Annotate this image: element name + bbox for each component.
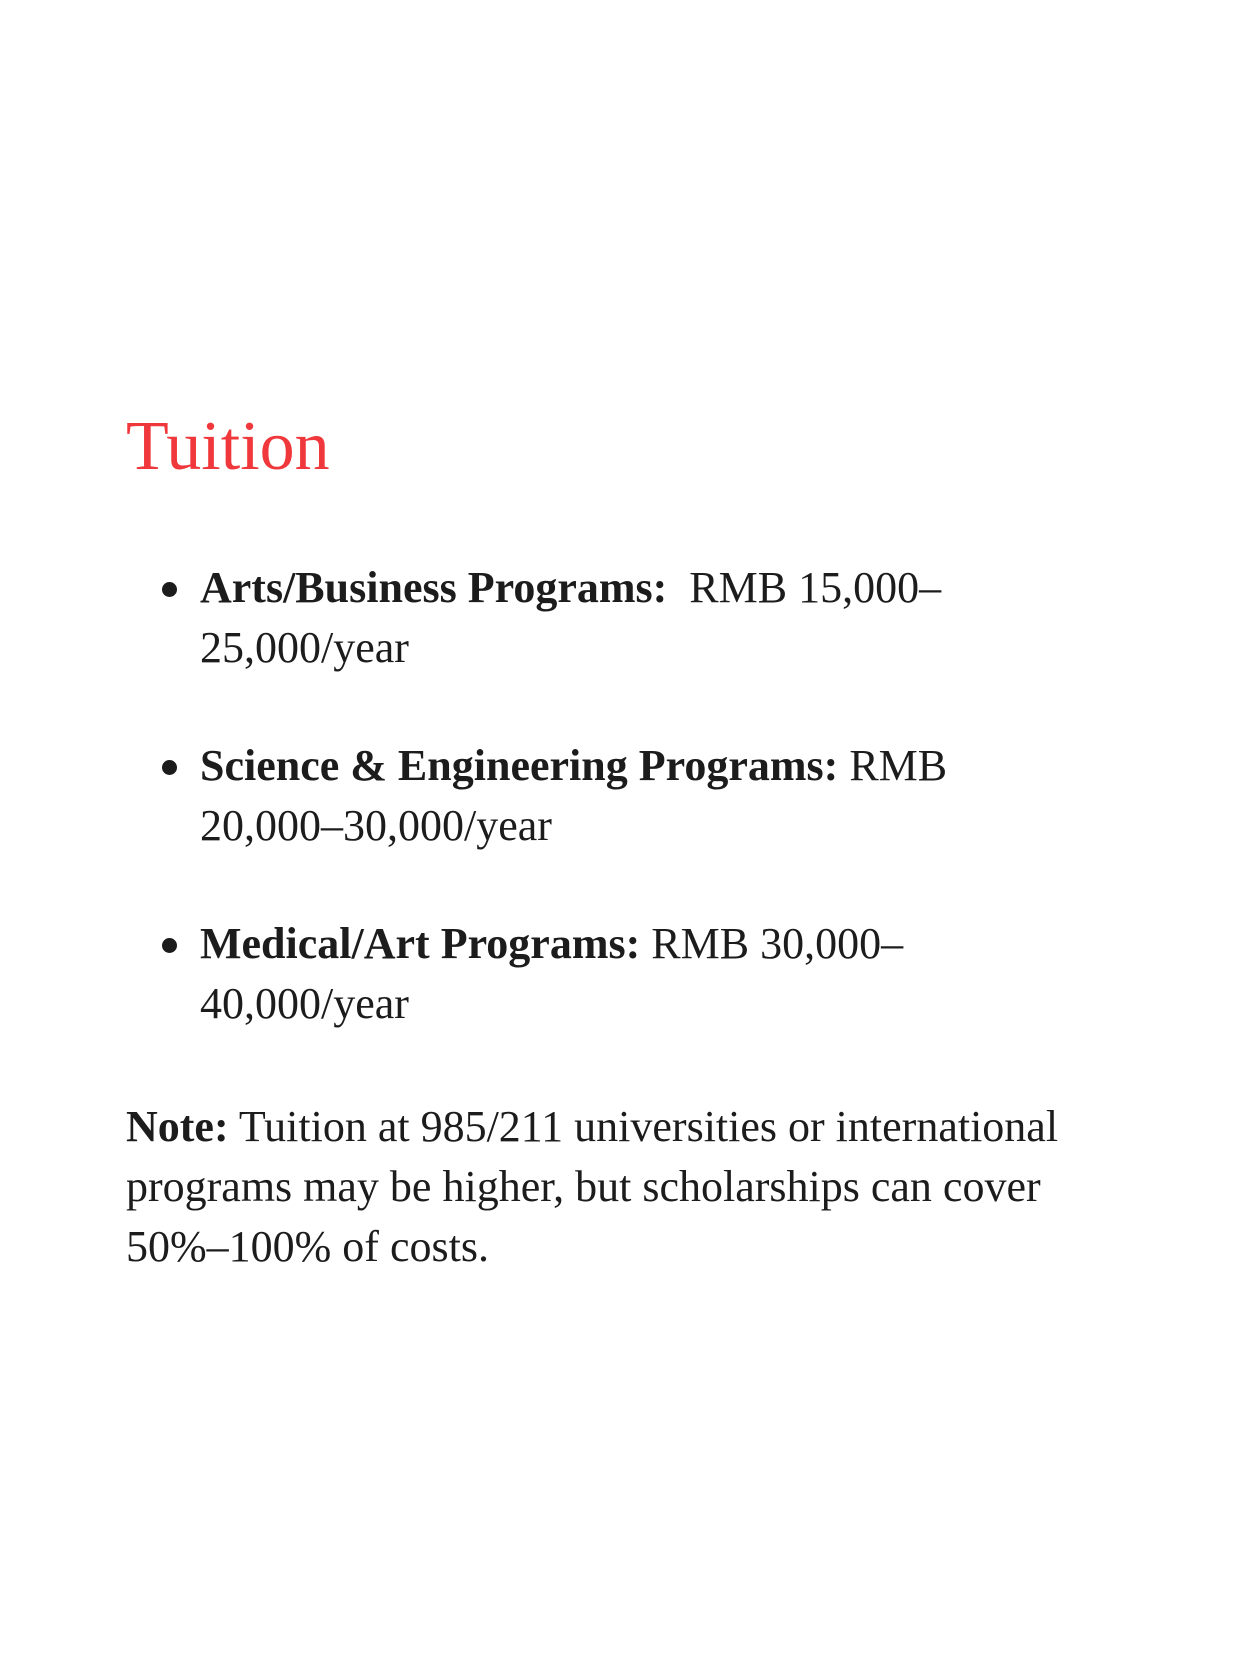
item-value: RMB 20,000–30,000/year [200, 741, 948, 850]
item-label: Medical/Art Programs: [200, 919, 641, 968]
tuition-list [126, 558, 1066, 1092]
bullet-icon [162, 760, 177, 775]
page-title: Tuition [126, 408, 330, 485]
note-label: Note: [126, 1102, 229, 1151]
item-value: RMB 30,000–40,000/year [200, 919, 904, 1028]
item-label: Arts/Business Programs: [200, 563, 668, 612]
bullet-icon [162, 582, 177, 597]
bullet-icon [162, 938, 177, 953]
list-item [126, 558, 1066, 678]
item-label: Science & Engineering Programs: [200, 741, 839, 790]
note-text: Tuition at 985/211 universities or international programs may be higher, but scholarships can cover 50%–100% of costs. [126, 1102, 1059, 1271]
list-item [126, 914, 1066, 1034]
list-item [126, 736, 1066, 856]
note-paragraph [126, 1097, 1126, 1277]
item-value: RMB 15,000–25,000/year [200, 563, 942, 672]
